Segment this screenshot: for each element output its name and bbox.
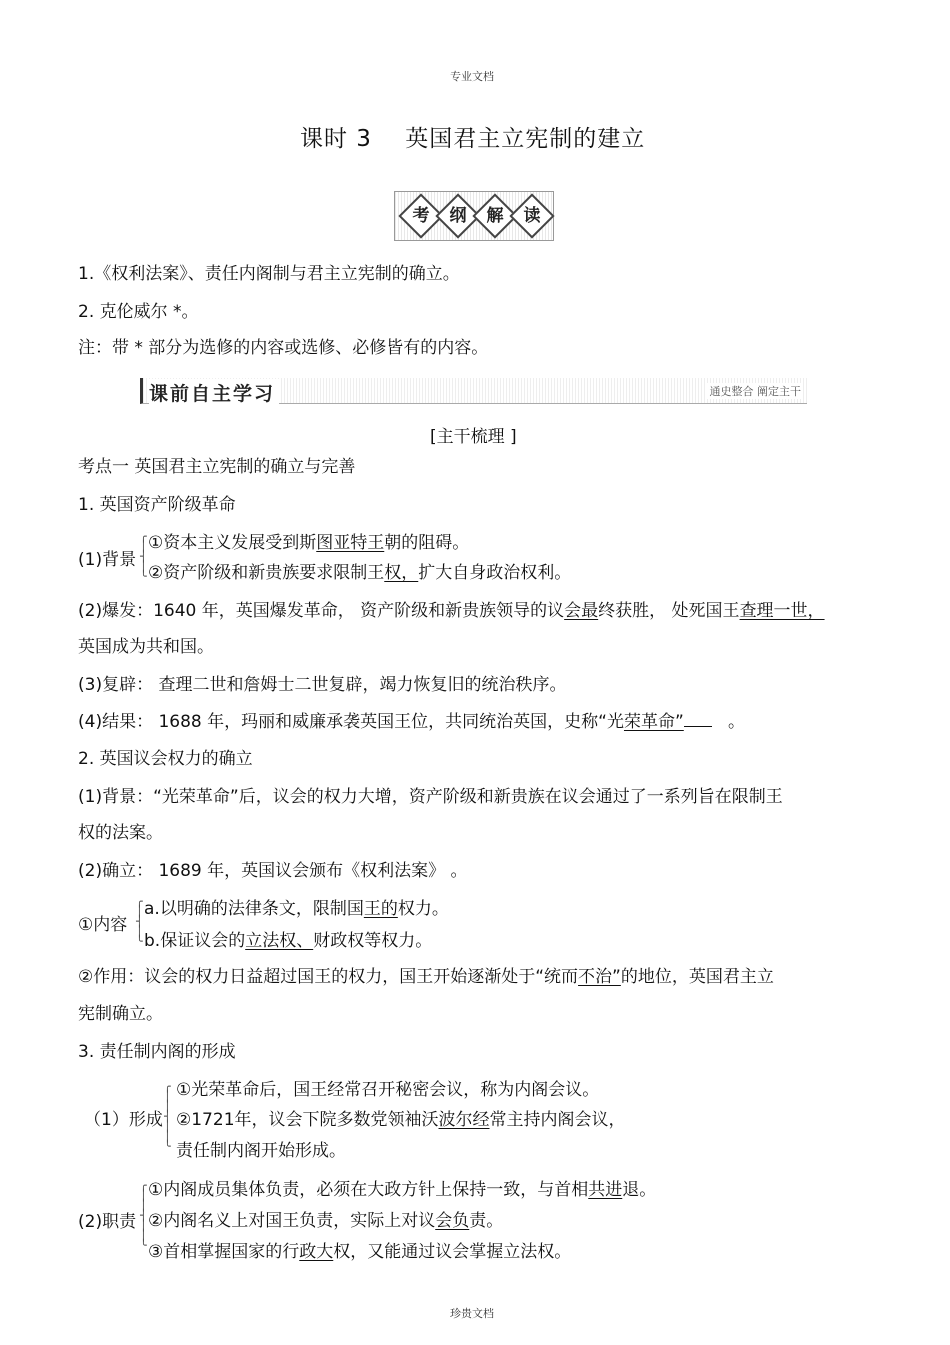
formation-label: （1）形成: [84, 1110, 163, 1130]
section-bar-right: 通史整合 阐定主干: [706, 383, 802, 399]
section-heading: 2. 英国议会权力的确立: [78, 749, 253, 769]
subheading: [主干梳理 ]: [430, 427, 517, 447]
page-title: [300, 120, 645, 153]
banner-char: 纲: [435, 193, 480, 238]
brace: ╭ │ ┤ │ ╰: [136, 895, 143, 948]
section-bar: [140, 378, 807, 404]
content-label: ①内容: [78, 915, 128, 935]
duty-label: (2)职责: [78, 1212, 137, 1232]
background-line-2: 权的法案。: [78, 823, 163, 843]
lesson-name: 英国君主立宪制的建立: [405, 126, 646, 152]
lesson-number: 课时 3: [300, 126, 372, 152]
outbreak-line-2: 英国成为共和国。: [78, 637, 214, 657]
banner-char: 读: [509, 193, 554, 238]
syllabus-note: 注：带 * 部分为选修的内容或选修、必修皆有的内容。: [78, 338, 489, 358]
banner-char: 考: [398, 193, 443, 238]
background-item-1: ①资本主义发展受到斯图亚特王朝的阻碍。: [148, 533, 470, 553]
formation-item-1: ①光荣革命后，国王经常召开秘密会议，称为内阁会议。: [176, 1080, 600, 1100]
duty-item-3: ③首相掌握国家的行政大权，又能通过议会掌握立法权。: [148, 1242, 572, 1262]
duty-item-1: ①内阁成员集体负责，必须在大政方针上保持一致，与首相共进退。: [148, 1180, 657, 1200]
section-heading: 3. 责任制内阁的形成: [78, 1042, 236, 1062]
background-item-2: ②资产阶级和新贵族要求限制王权，扩大自身政治权利。: [148, 563, 572, 583]
page-footer: 珍贵文档: [450, 1307, 494, 1320]
outbreak-line: (2)爆发：1640 年，英国爆发革命， 资产阶级和新贵族领导的议会最终获胜， 处死国王查理一世，: [78, 601, 825, 621]
point-heading: 考点一 英国君主立宪制的确立与完善: [78, 457, 356, 477]
formation-item-2: ②1721年，议会下院多数党领袖沃波尔经常主持内阁会议，: [176, 1110, 626, 1130]
section-bar-label: 课前自主学习: [149, 379, 279, 406]
result-line: (4)结果： 1688 年，玛丽和威廉承袭英国王位，共同统治英国，史称“光荣革命” 。: [78, 712, 745, 732]
background-line: (1)背景：“光荣革命”后，议会的权力大增，资产阶级和新贵族在议会通过了一系列旨在限制王: [78, 787, 783, 807]
banner-char: 解: [472, 193, 517, 238]
page-header: 专业文档: [450, 70, 494, 83]
syllabus-banner: [394, 191, 554, 241]
content-item-b: b.保证议会的立法权、财政权等权力。: [144, 931, 433, 951]
syllabus-item-1: 1.《权利法案》、责任内阁制与君主立宪制的确立。: [78, 264, 460, 284]
brace: ╭ │ │ ┤ │ │ ╰: [140, 1179, 147, 1252]
duty-item-2: ②内阁名义上对国王负责，实际上对议会负责。: [148, 1211, 504, 1231]
syllabus-item-2: 2. 克伦威尔 *。: [78, 302, 199, 322]
brace: ╭ │ │ ┤ │ │ ╰: [164, 1080, 171, 1153]
effect-line: ②作用：议会的权力日益超过国王的权力，国王开始逐渐处于“统而不治”的地位，英国君主立: [78, 967, 774, 987]
restoration-line: (3)复辟： 查理二世和詹姆士二世复辟，竭力恢复旧的统治秩序。: [78, 675, 567, 695]
section-heading: 1. 英国资产阶级革命: [78, 495, 236, 515]
effect-line-2: 宪制确立。: [78, 1004, 163, 1024]
establish-line: (2)确立： 1689 年，英国议会颁布《权利法案》 。: [78, 861, 468, 881]
content-item-a: a.以明确的法律条文，限制国王的权力。: [144, 899, 449, 919]
formation-item-3: 责任制内阁开始形成。: [176, 1141, 346, 1161]
background-label: (1)背景: [78, 550, 137, 570]
brace: ╭ │ ┤ │ ╰: [140, 530, 147, 583]
